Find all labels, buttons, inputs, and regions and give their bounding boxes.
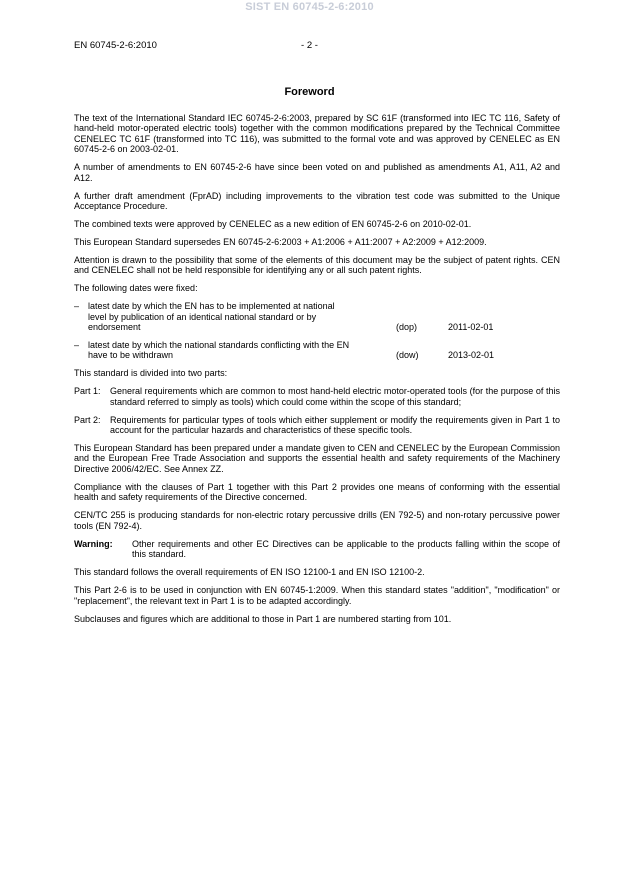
part-text: Requirements for particular types of tools which either supplement or modify the requirements given in Part 1 to account for the particular hazards and characteristics of these specific tools. [110,414,560,436]
date-item-text: latest date by which the national standards conflicting with the EN have to be withdrawn [88,339,350,361]
paragraph-amendments: A number of amendments to EN 60745-2-6 have since been voted on and published as amendments A1, A11, A2 and A12. [74,162,560,183]
paragraph-iso-12100: This standard follows the overall requirements of EN ISO 12100-1 and EN ISO 12100-2. [74,567,425,578]
warning-label: Warning: [74,538,113,549]
paragraph-supersedes: This European Standard supersedes EN 60745-2-6:2003 + A1:2006 + A11:2007 + A2:2009 + A12:2009. [74,237,487,248]
paragraph-numbering: Subclauses and figures which are additional to those in Part 1 are numbered starting from 101. [74,613,452,624]
header-doc-id: EN 60745-2-6:2010 [74,40,157,51]
part-1-item [74,386,560,407]
dash-bullet: – [74,301,80,312]
part-2-item [74,415,560,436]
date-item-abbr: (dow) [396,350,419,361]
part-label: Part 2: [74,414,101,425]
date-item-dop [74,301,560,332]
warning-text: Other requirements and other EC Directives can be applicable to the products falling within the scope of this standard. [132,538,560,560]
date-item-date: 2013-02-01 [448,350,495,361]
date-item-dow [74,340,560,361]
part-label: Part 1: [74,386,101,397]
header-page-number: - 2 - [301,40,318,51]
date-item-abbr: (dop) [396,322,418,333]
dash-bullet: – [74,339,80,350]
paragraph-parts-intro: This standard is divided into two parts: [74,368,228,379]
paragraph-patent-rights: Attention is drawn to the possibility that some of the elements of this document may be the subject of patent rights. CEN and CENELEC shall not be held responsible for identifying any or all such patent rights. [74,255,560,276]
warning-note [74,539,560,560]
paragraph-mandate: This European Standard has been prepared under a mandate given to CEN and CENELEC by the European Commission and the European Free Trade Association and supports the essential health and safety requirements of the Machinery Directive 2006/42/EC. See Annex ZZ. [74,443,560,474]
date-item-text: latest date by which the EN has to be implemented at national level by publication of an identical national standard or by endorsement [88,301,335,333]
foreword-body [74,113,560,632]
date-item-date: 2011-02-01 [448,322,494,333]
page-title: Foreword [284,86,335,98]
paragraph-part-usage: This Part 2-6 is to be used in conjunction with EN 60745-1:2009. When this standard states "addition", "modification" or "replacement", the relevant text in Part 1 is to be adapted accordingly. [74,585,560,606]
paragraph-dates-intro: The following dates were fixed: [74,283,198,294]
paragraph-intro: The text of the International Standard IEC 60745-2-6:2003, prepared by SC 61F (transformed into IEC TC 116, Safety of hand-held motor-operated electric tools) together with the common modifications prepared by the Technical Committee CENELEC TC 61F (transformed into TC 116), was submitted to the formal vote and was approved by CENELEC as EN 60745-2-6 on 2003-02-01. [74,113,560,155]
paragraph-draft-amendment: A further draft amendment (FprAD) including improvements to the vibration test code was submitted to the Unique Acceptance Procedure. [74,190,560,212]
watermark: SIST EN 60745-2-6:2010 [245,1,374,13]
dates-list [74,301,560,360]
paragraph-cen-tc-255: CEN/TC 255 is producing standards for non-electric rotary percussive drills (EN 792-5) and non-rotary percussive power tools (EN 792-4). [74,510,560,531]
paragraph-compliance: Compliance with the clauses of Part 1 together with this Part 2 provides one means of conforming with the essential health and safety requirements of the Directive concerned. [74,481,560,503]
part-text: General requirements which are common to most hand-held electric motor-operated tools (for the purpose of this standard referred to simply as tools) which could come within the scope of this standard; [110,386,560,407]
paragraph-approval: The combined texts were approved by CENELEC as a new edition of EN 60745-2-6 on 2010-02-01. [74,219,472,230]
